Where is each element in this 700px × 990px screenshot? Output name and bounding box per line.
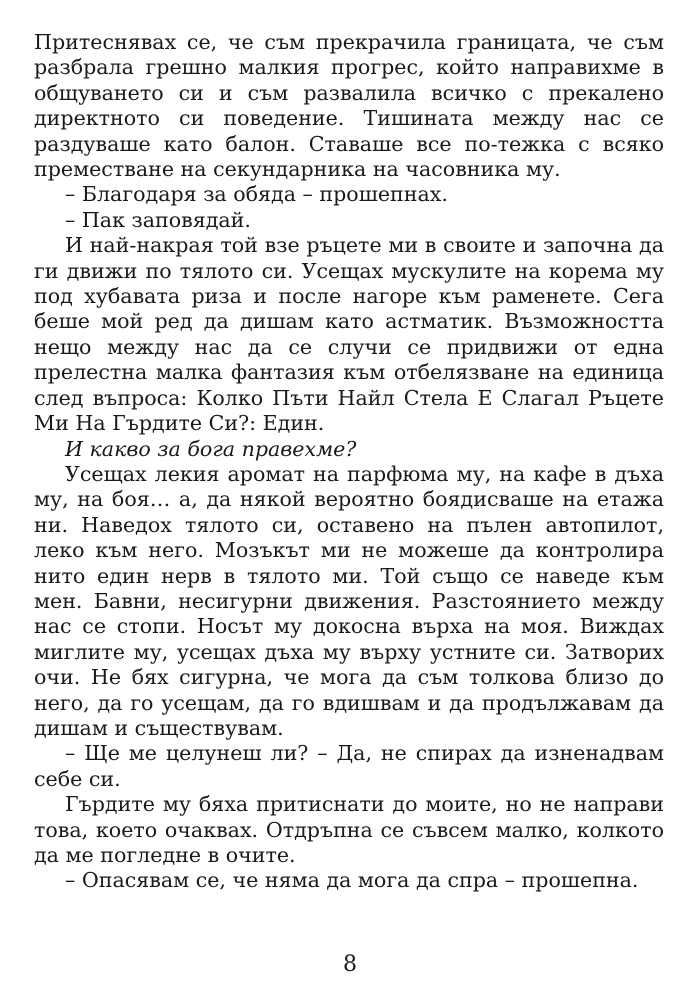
paragraph: Усещах лекия аромат на парфюма му, на кафе в дъха му, на боя… а, да някой вероятно боядисваше на етажа ни. Наведох тялото си, оставено на пълен автопилот, леко към него. Мозъкът ми не можеше да контролира нито един нерв в тялото ми. Той също се наведе към мен. Бавни, несигурни движения. Разстоянието между нас се стопи. Носът му докосна върха на моя. Виждах миглите му, усещах дъха му върху устните си. Затворих очи. Не бях сигурна, че мога да съм толкова близо до него, да го усещам, да го вдишвам и да продължавам да дишам и съществувам.: [34, 461, 664, 740]
paragraph: – Опасявам се, че няма да мога да спра – прошепна.: [65, 868, 639, 893]
paragraph-italic: И какво за бога правехме?: [65, 436, 357, 461]
page-number: 8: [343, 952, 357, 977]
paragraph: Гърдите му бяха притиснати до моите, но не направи това, което очаквах. Отдръпна се съвсем малко, колкото да ме погледне в очите.: [34, 792, 664, 867]
paragraph: И най-накрая той взе ръцете ми в своите и започна да ги движи по тялото си. Усещах мускулите на корема му под хубавата риза и после нагоре към раменете. Сега беше мой ред да дишам като астматик. Възможността нещо между нас да се случи се придвижи от една прелестна малка фантазия към отбелязване на единица след въпроса: Колко Пъти Найл Стела Е Слагал Ръцете Ми На Гърдите Си?: Един.: [34, 233, 664, 436]
paragraph: – Благодаря за обяда – прошепнах.: [65, 182, 448, 207]
paragraph: – Ще ме целунеш ли? – Да, не спирах да изненадвам себе си.: [34, 741, 664, 791]
paragraph: – Пак заповядай.: [65, 207, 251, 232]
paragraph: Притеснявах се, че съм прекрачила границата, че съм разбрала грешно малкия прогрес, който направихме в общуването си и съм развалила всичко с прекалено директното си поведение. Тишината между нас се раздуваше като балон. Ставаше все по-тежка с всяко преместване на секундарника на часовника му.: [34, 30, 664, 182]
text-body: [34, 30, 664, 894]
